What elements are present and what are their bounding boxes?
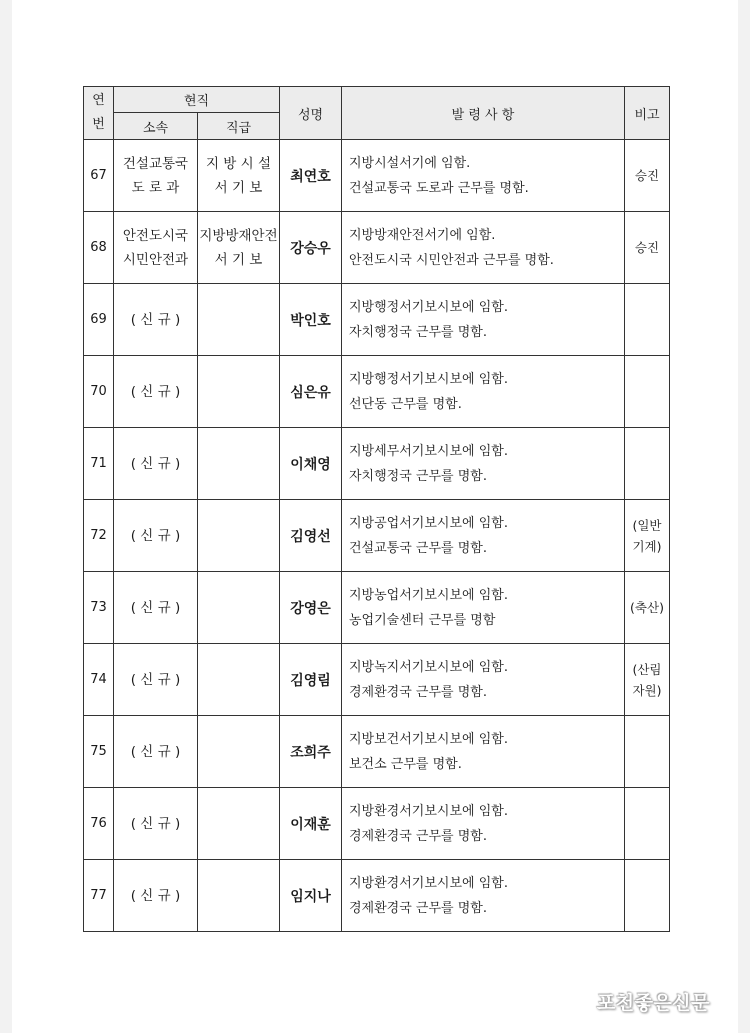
row-number: 70	[84, 356, 114, 428]
row-rank	[198, 428, 280, 500]
remark-line: 승진	[634, 240, 660, 255]
remark-line: (축산)	[630, 600, 664, 615]
order-line: 안전도시국 시민안전과 근무를 명함.	[349, 252, 554, 268]
row-remark	[625, 500, 670, 572]
row-name: 김영선	[280, 500, 342, 572]
header-seq: 연 번	[84, 87, 114, 140]
affiliation-line: ( 신 규 )	[130, 599, 181, 616]
row-name: 강승우	[280, 212, 342, 284]
order-line: 지방보건서기보시보에 임함.	[349, 731, 508, 747]
row-order	[342, 788, 625, 860]
row-name: 강영은	[280, 572, 342, 644]
remark-line: 자원)	[632, 682, 662, 698]
document-page	[12, 0, 738, 1033]
newspaper-watermark: 포천좋은신문	[596, 992, 710, 1014]
row-affiliation	[114, 860, 198, 932]
affiliation-line: 도 로 과	[131, 179, 180, 196]
row-number: 74	[84, 644, 114, 716]
remark-line: (산림	[632, 661, 662, 677]
table-row	[84, 788, 670, 860]
row-affiliation	[114, 788, 198, 860]
order-line: 건설교통국 근무를 명함.	[349, 540, 487, 556]
row-affiliation	[114, 356, 198, 428]
order-line: 지방세무서기보시보에 임함.	[349, 443, 508, 459]
order-line: 경제환경국 근무를 명함.	[349, 828, 487, 844]
rank-line: 서 기 보	[214, 179, 263, 196]
order-line: 지방행정서기보시보에 임함.	[349, 371, 508, 387]
order-line: 지방행정서기보시보에 임함.	[349, 299, 508, 315]
header-rank: 직급	[198, 113, 280, 140]
rank-line: 지 방 시 설	[205, 155, 272, 172]
row-rank	[198, 716, 280, 788]
table-row	[84, 284, 670, 356]
row-order	[342, 860, 625, 932]
row-name: 이채영	[280, 428, 342, 500]
row-rank	[198, 284, 280, 356]
rank-line: 서 기 보	[214, 251, 263, 268]
header-current-post: 현직	[114, 87, 280, 113]
row-affiliation	[114, 500, 198, 572]
order-line: 지방농업서기보시보에 임함.	[349, 587, 508, 603]
row-remark	[625, 428, 670, 500]
row-affiliation	[114, 716, 198, 788]
row-rank	[198, 212, 280, 284]
affiliation-line: 건설교통국	[122, 155, 189, 172]
row-number: 76	[84, 788, 114, 860]
row-rank	[198, 644, 280, 716]
order-line: 선단동 근무를 명함.	[349, 396, 462, 412]
row-order	[342, 500, 625, 572]
order-line: 지방시설서기에 임함.	[349, 155, 471, 171]
row-number: 69	[84, 284, 114, 356]
row-remark	[625, 572, 670, 644]
affiliation-line: ( 신 규 )	[130, 815, 181, 832]
order-line: 지방환경서기보시보에 임함.	[349, 803, 508, 819]
header-order: 발 령 사 항	[342, 87, 625, 140]
affiliation-line: ( 신 규 )	[130, 743, 181, 760]
row-name: 심은유	[280, 356, 342, 428]
row-order	[342, 212, 625, 284]
table-row	[84, 428, 670, 500]
row-order	[342, 140, 625, 212]
row-number: 67	[84, 140, 114, 212]
row-affiliation	[114, 212, 198, 284]
row-affiliation	[114, 284, 198, 356]
row-number: 75	[84, 716, 114, 788]
table-row	[84, 644, 670, 716]
order-line: 지방방재안전서기에 임함.	[349, 227, 496, 243]
order-line: 지방환경서기보시보에 임함.	[349, 875, 508, 891]
header-affiliation: 소속	[114, 113, 198, 140]
affiliation-line: ( 신 규 )	[130, 455, 181, 472]
rank-line: 지방방재안전	[199, 227, 278, 244]
order-line: 자치행정국 근무를 명함.	[349, 324, 487, 340]
affiliation-line: ( 신 규 )	[130, 671, 181, 688]
affiliation-line: ( 신 규 )	[130, 887, 181, 904]
order-line: 건설교통국 도로과 근무를 명함.	[349, 180, 529, 196]
affiliation-line: 안전도시국	[122, 227, 189, 244]
row-name: 김영림	[280, 644, 342, 716]
row-rank	[198, 572, 280, 644]
row-remark	[625, 860, 670, 932]
row-remark	[625, 788, 670, 860]
table-row	[84, 716, 670, 788]
row-affiliation	[114, 644, 198, 716]
row-rank	[198, 500, 280, 572]
row-number: 72	[84, 500, 114, 572]
row-name: 최연호	[280, 140, 342, 212]
row-remark	[625, 212, 670, 284]
row-rank	[198, 356, 280, 428]
row-affiliation	[114, 428, 198, 500]
header-name: 성명	[280, 87, 342, 140]
row-order	[342, 644, 625, 716]
table-row	[84, 500, 670, 572]
row-order	[342, 572, 625, 644]
table-row	[84, 140, 670, 212]
affiliation-line: ( 신 규 )	[130, 527, 181, 544]
affiliation-line: ( 신 규 )	[130, 383, 181, 400]
row-number: 77	[84, 860, 114, 932]
remark-line: 기계)	[632, 538, 662, 554]
affiliation-line: ( 신 규 )	[130, 311, 181, 328]
order-line: 지방녹지서기보시보에 임함.	[349, 659, 508, 675]
row-remark	[625, 356, 670, 428]
order-line: 경제환경국 근무를 명함.	[349, 900, 487, 916]
table-row	[84, 572, 670, 644]
order-line: 지방공업서기보시보에 임함.	[349, 515, 508, 531]
row-order	[342, 716, 625, 788]
row-remark	[625, 284, 670, 356]
row-order	[342, 284, 625, 356]
row-rank	[198, 788, 280, 860]
remark-line: (일반	[632, 517, 662, 533]
row-name: 임지나	[280, 860, 342, 932]
table-row	[84, 212, 670, 284]
row-number: 73	[84, 572, 114, 644]
table-row	[84, 860, 670, 932]
order-line: 보건소 근무를 명함.	[349, 756, 462, 772]
row-order	[342, 428, 625, 500]
personnel-appointment-table	[83, 86, 670, 932]
row-name: 박인호	[280, 284, 342, 356]
row-number: 71	[84, 428, 114, 500]
row-rank	[198, 140, 280, 212]
row-name: 이재훈	[280, 788, 342, 860]
row-name: 조희주	[280, 716, 342, 788]
order-line: 경제환경국 근무를 명함.	[349, 684, 487, 700]
row-number: 68	[84, 212, 114, 284]
row-remark	[625, 644, 670, 716]
row-rank	[198, 860, 280, 932]
row-order	[342, 356, 625, 428]
row-remark	[625, 140, 670, 212]
order-line: 농업기술센터 근무를 명함	[349, 612, 496, 628]
order-line: 자치행정국 근무를 명함.	[349, 468, 487, 484]
row-affiliation	[114, 572, 198, 644]
row-remark	[625, 716, 670, 788]
remark-line: 승진	[634, 168, 660, 183]
affiliation-line: 시민안전과	[122, 251, 189, 268]
header-remark: 비고	[625, 87, 670, 140]
table-row	[84, 356, 670, 428]
row-affiliation	[114, 140, 198, 212]
